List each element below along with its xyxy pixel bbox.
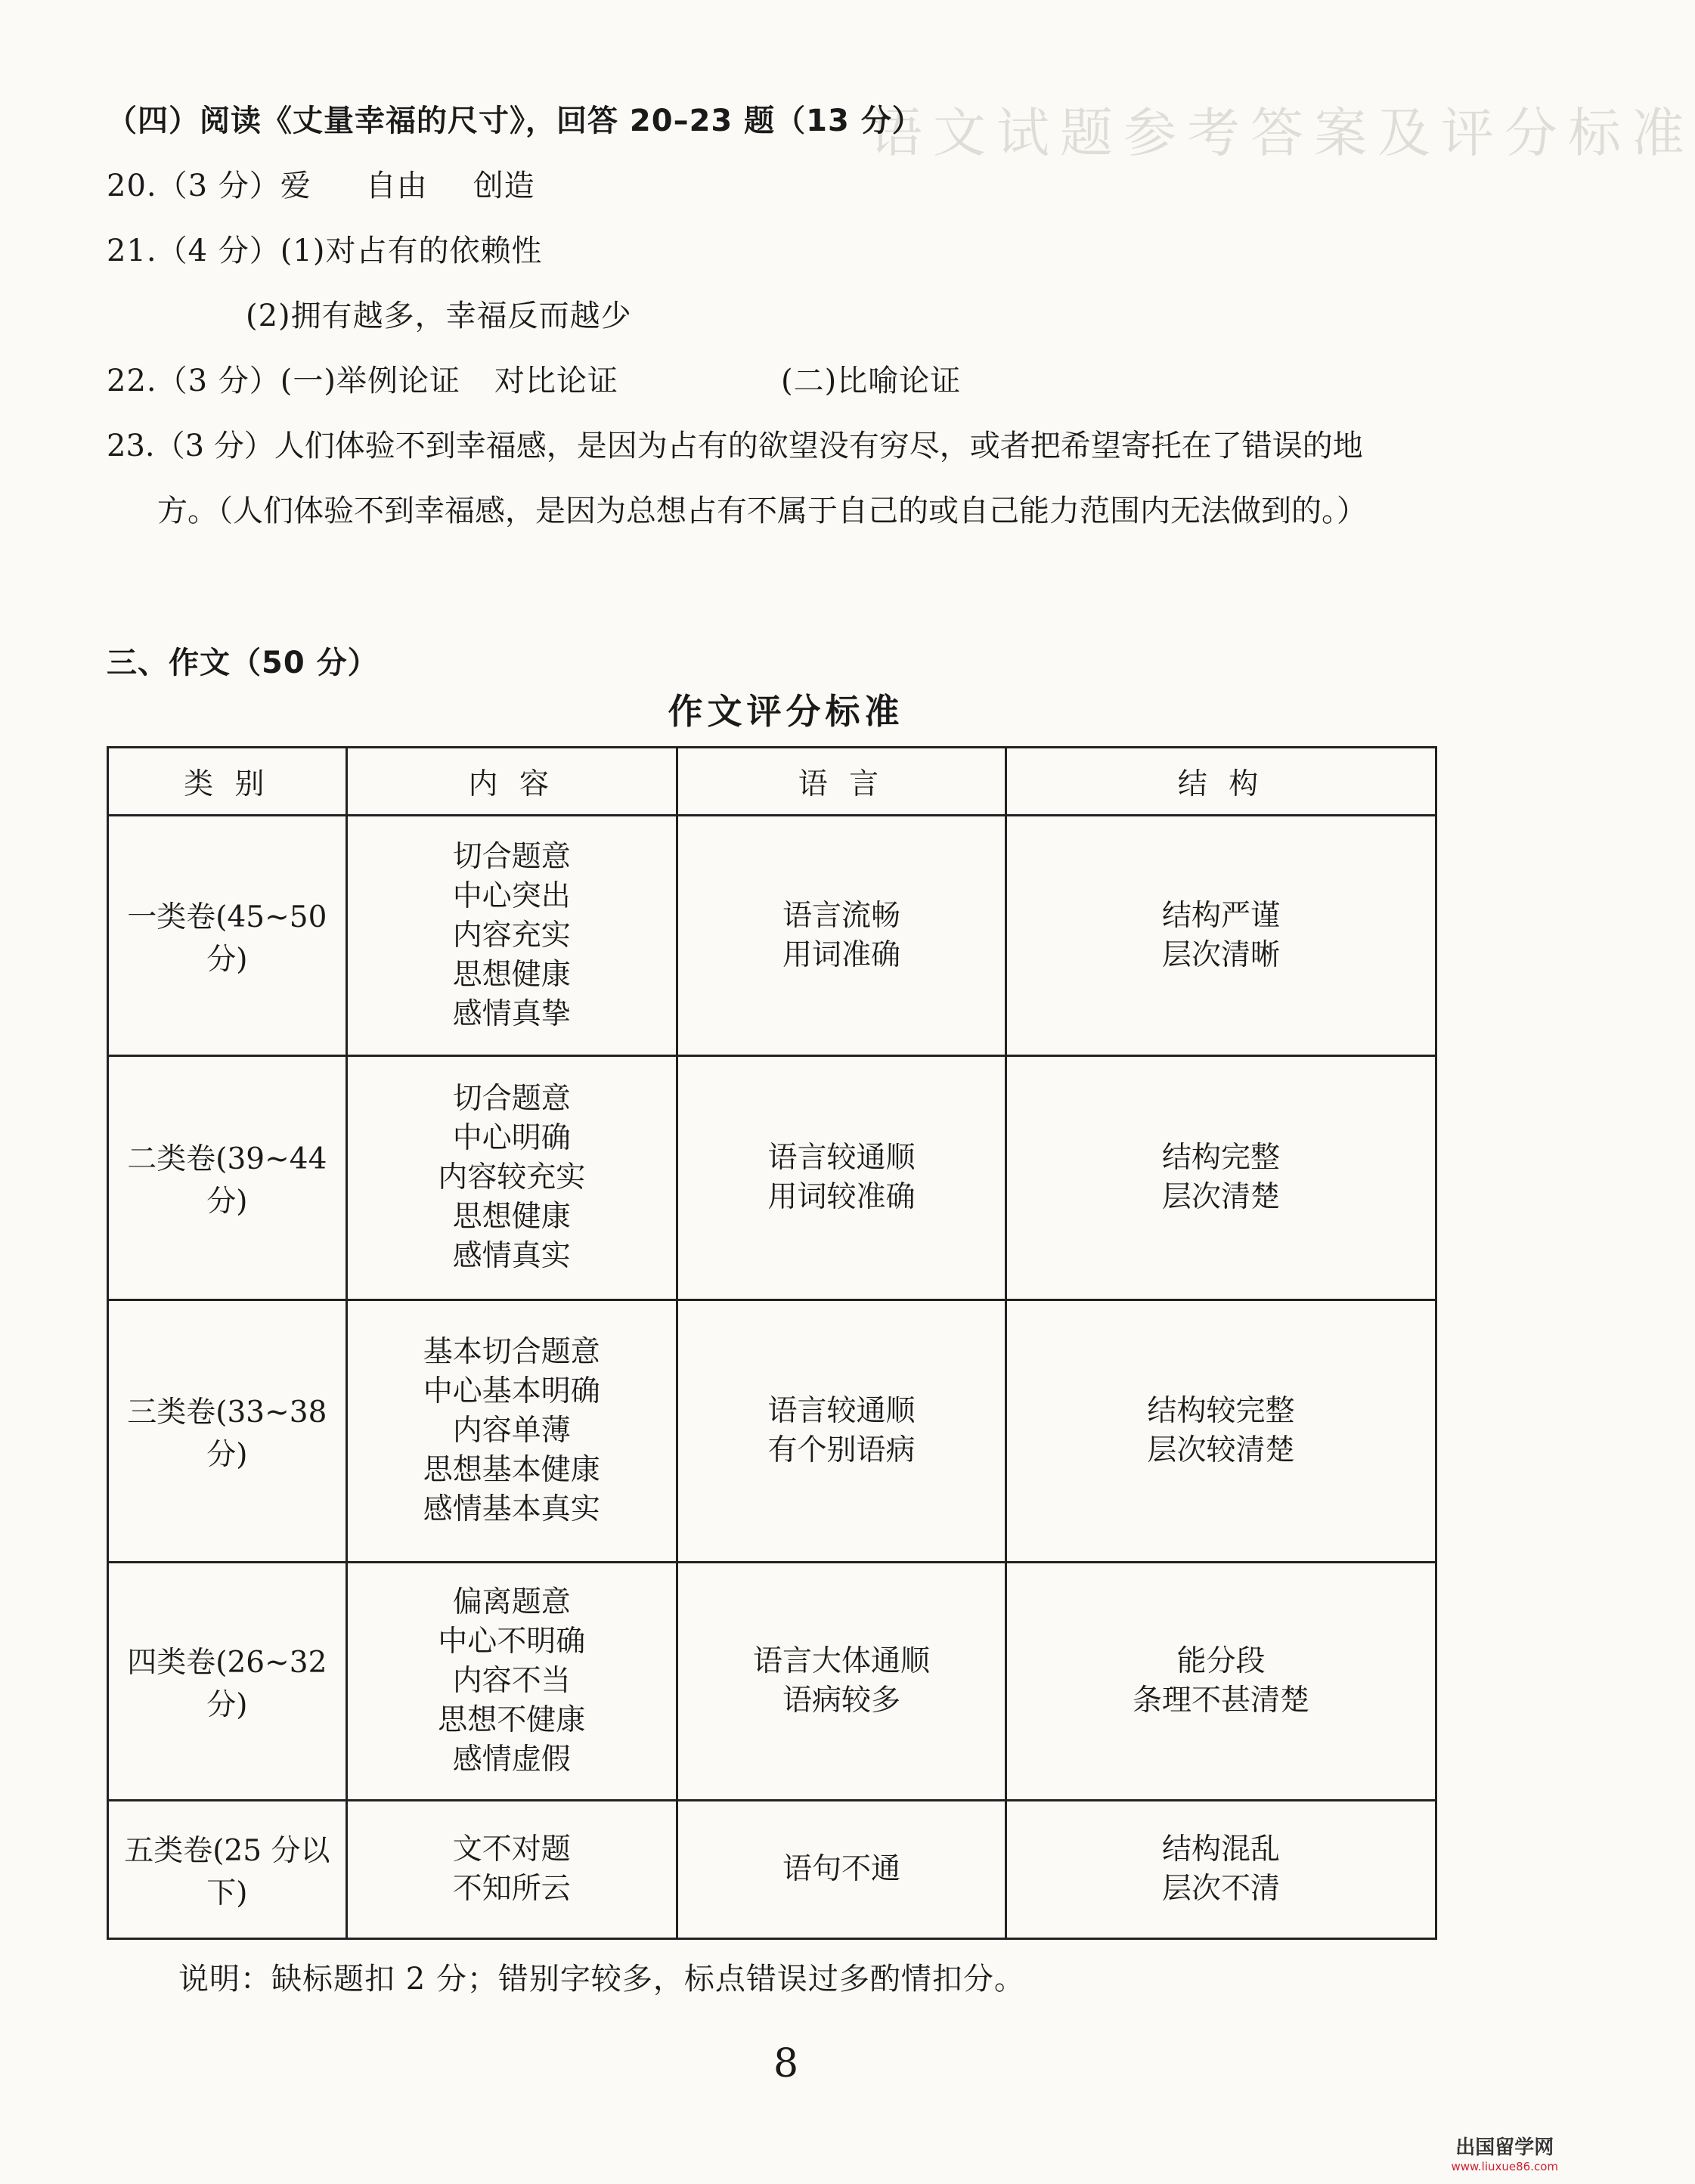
content-line: 思想健康 [452,1200,571,1234]
answer-22 [107,357,961,400]
content-line: 内容不当 [452,1664,571,1698]
reading-section-heading: （四）阅读《丈量幸福的尺寸》，回答 20–23 题（13 分） [107,104,923,138]
answer-22-part-2: (二)比喻论证 [781,364,962,398]
language-cell [677,816,1006,1056]
essay-section-heading: 三、作文（50 分） [107,646,379,680]
structure-cell [1006,1300,1436,1563]
content-line: 感情真实 [452,1239,571,1273]
table-row [108,1801,1436,1939]
content-line: 感情真挚 [452,996,571,1031]
structure-line: 结构完整 [1162,1141,1281,1175]
grade-cell: 二类卷(39~44 分) [108,1056,347,1300]
content-cell [346,1056,677,1300]
answer-21-part-1: (1)对占有的依赖性 [280,234,543,268]
language-line: 语言较通顺 [767,1394,916,1428]
content-line: 不知所云 [452,1872,571,1906]
scoring-note: 说明：缺标题扣 2 分；错别字较多，标点错误过多酌情扣分。 [178,1962,1025,1997]
site-watermark [1451,2132,1558,2173]
answer-22-number: 22.（3 分） [107,364,280,398]
scoring-table [107,746,1437,1940]
table-row [108,816,1436,1056]
content-line: 切合题意 [452,839,571,874]
structure-line: 结构混乱 [1162,1832,1281,1866]
language-line: 语病较多 [782,1684,900,1718]
answer-22-part-1: (一)举例论证 [280,364,460,398]
language-line: 语言较通顺 [767,1141,916,1175]
language-cell [677,1300,1006,1563]
watermark-url: www.liuxue86.com [1451,2160,1558,2173]
answer-21 [107,227,542,270]
bleed-through-text: 语文试题参考答案及评分标准 [869,102,1695,164]
answer-20-item-2: 自由 [365,169,428,203]
content-line: 内容充实 [452,918,571,953]
answer-23-line-2: 方。（人们体验不到幸福感，是因为总想占有不属于自己的或自己能力范围内无法做到的。） [157,494,1367,528]
content-line: 切合题意 [452,1082,571,1116]
structure-line: 层次不清 [1162,1872,1281,1906]
answer-22-part-1b: 对比论证 [494,364,618,398]
content-cell [346,1563,677,1801]
header-language: 语 言 [677,748,1006,816]
grade-cell: 三类卷(33~38 分) [108,1300,347,1563]
content-cell [346,1300,677,1563]
structure-cell [1006,1563,1436,1801]
structure-line: 层次清晰 [1162,937,1281,972]
language-line: 语言流畅 [782,898,900,933]
language-cell [677,1056,1006,1300]
content-line: 中心不明确 [438,1625,586,1659]
language-line: 有个别语病 [767,1433,916,1467]
structure-line: 条理不甚清楚 [1133,1684,1310,1718]
header-category: 类 别 [108,748,347,816]
language-line: 语言大体通顺 [752,1644,930,1678]
language-cell [677,1801,1006,1939]
grade-cell: 五类卷(25 分以下) [108,1801,347,1939]
content-line: 文不对题 [452,1832,571,1866]
content-line: 内容较充实 [438,1160,586,1194]
language-line: 语句不通 [782,1852,900,1886]
structure-cell [1006,1801,1436,1939]
answer-20 [107,162,535,205]
table-header-row [108,748,1436,816]
answer-20-number: 20.（3 分） [107,169,280,203]
language-cell [677,1563,1006,1801]
header-content: 内 容 [346,748,677,816]
language-line: 用词准确 [782,937,900,972]
content-line: 感情虚假 [452,1743,571,1777]
structure-line: 结构严谨 [1162,898,1281,933]
content-line: 中心突出 [452,878,571,913]
content-line: 思想不健康 [438,1703,586,1737]
grade-cell: 一类卷(45~50 分) [108,816,347,1056]
watermark-name: 出国留学网 [1455,2136,1554,2159]
table-row [108,1563,1436,1801]
structure-line: 层次较清楚 [1147,1433,1295,1467]
answer-21-part-2: (2)拥有越多，幸福反而越少 [246,299,632,333]
content-line: 内容单薄 [452,1414,571,1448]
structure-line: 层次清楚 [1162,1180,1281,1214]
header-structure: 结 构 [1006,748,1436,816]
table-row [108,1056,1436,1300]
content-cell [346,1801,677,1939]
content-line: 偏离题意 [452,1585,571,1619]
structure-line: 结构较完整 [1147,1394,1295,1428]
content-line: 基本切合题意 [423,1335,600,1369]
language-line: 用词较准确 [767,1180,916,1214]
structure-cell [1006,1056,1436,1300]
table-row [108,1300,1436,1563]
content-line: 中心基本明确 [423,1374,600,1408]
content-line: 中心明确 [452,1121,571,1155]
scoring-table-title: 作文评分标准 [668,691,904,732]
grade-cell: 四类卷(26~32 分) [108,1563,347,1801]
answer-20-item-3: 创造 [473,169,535,203]
structure-line: 能分段 [1176,1644,1266,1678]
answer-21-number: 21.（4 分） [107,234,280,268]
page-number: 8 [773,2041,799,2086]
answer-23-line-1: 23.（3 分）人们体验不到幸福感，是因为占有的欲望没有穷尽，或者把希望寄托在了错误的地 [107,429,1363,463]
content-cell [346,816,677,1056]
structure-cell [1006,816,1436,1056]
answer-20-item-1: 爱 [280,169,311,203]
content-line: 感情基本真实 [423,1492,600,1526]
content-line: 思想健康 [452,957,571,992]
content-line: 思想基本健康 [423,1453,600,1487]
